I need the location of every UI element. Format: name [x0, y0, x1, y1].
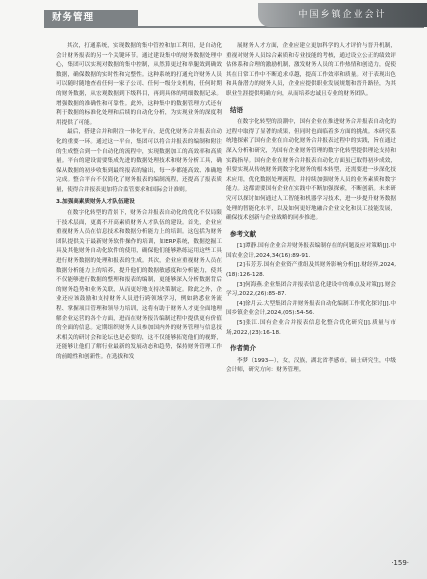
reference-item: [3]何海燕.企业集团合并报表信息化建设中的难点及对策[J].财会学习,2022,(26):85-87.: [226, 281, 396, 298]
conclusion-heading: 结语: [230, 105, 243, 114]
author-heading: 作者简介: [230, 344, 256, 353]
page-number: ·159·: [391, 559, 409, 567]
right-column: [226, 42, 396, 376]
paragraph: 在数字化转型的浪潮中，国有企业在推进财务合并报表自动化的过程中取得了显著的成果，但同时也面临着多方面的挑战。本研究系统地探索了国有企业在自动化财务合并报表过程中的实践，旨在通过深入分析和研究，为国有企业财务管理的数字化转型提供理论支持和实践指导。国有企业在财务合并报表自动化方面虽已取得初步成效，但要实现从传统财务到数字化财务的根本转型，还需要进一步深化技术应用，优化数据处理流程，并持续加强财务人员的业务素质和数字能力。这都需要国有企业在实践中不断加强探索，不断创新。未来研究可以探讨如何通过人工智能和机器学习技术，进一步提升财务数据处理的智能化水平，以及如何更好地融合企业文化和员工技能发展，确保技术创新与企业战略的同步推进。: [226, 119, 396, 222]
author-bio: 李梦（1993—），女，汉族，湖北省孝感市，硕士研究生，中级会计师，研究方向：财务管理。: [226, 357, 396, 374]
paragraph: 最后，搭建合并和附注一体化平台，是优化财务合并报表自动化的重要一环。通过这一平台，集团可以将合并报表的编制和附注的生成整合到一个自动化的流程中，实现数据加工的高效率和高质量。平台的建设需要集成先进的数据处理技术和财务分析工具，确保从数据的初步收集到最终报表的输出，每一步都能高效、准确地完成。整合平台不仅简化了财务报表的编制流程，还提高了报表质量，使得合并报表更加符合监管要求和国际会计准则。: [56, 129, 222, 193]
paragraph: 展财务人才方面，企业应建立更加科学的人才评价与晋升机制，重视对财务人员综合素质和专业技能的考核，通过设立公正的绩效评估体系和合理的激励机制，激发财务人员的工作热情和创造力，促使其在日常工作中不断追求卓越，提高工作效率和质量。对于表现出色和具备潜力的财务人员，企业应提供职业发展规划和晋升路径，为其职业生涯提供明确方向，从而培养忠诚且专业的财务团队。: [226, 43, 396, 97]
journal-banner: 中国乡镇企业会计: [258, 3, 427, 27]
paragraph: 在数字化转型的背景下，财务合并报表自动化的优化不仅局限于技术层面，更离不开高素质财务人才队伍的建设。首先，企业应重视财务人员在信息技术和数据分析能力上的培训。这包括为财务团队提供关于最新财务软件操作的培训，如ERP系统，数据挖掘工具及其他财务自动化软件的使用，确保他们能够熟练运用这些工具进行财务数据的处理和报表的生成。其次，企业应重视财务人员在数据分析能力上的培养，提升他们的数据敏感度和分析能力，使其不仅能够进行数据的整理和报表的编制，更能够深入分析数据背后的财务趋势和业务关联，从而更好地支持决策制定。除此之外，企业还应该鼓励和支持财务人员进行跨领域学习，例如熟悉业务流程、掌握项目管理和领导力培训，这将有助于财务人才更全面地理解企业运营的各个方面，进而在财务报告编制过程中提供更有价值的全面的信息。定期组织财务人员参加国内外的财务管理与信息技术相关的研讨会和论坛也是必要的，这不仅能够拓宽他们的视野，还能够让他们了解行业最新的发展动态和趋势，保持财务管理工作的前瞻性和创新性。在选拔和发: [56, 210, 222, 360]
reference-item: [5]张江.国有企业合并报表信息化整合优化研究[J].质量与市场,2022,(23):16-18.: [226, 320, 396, 336]
left-column: [56, 42, 222, 363]
reference-item: [1]谭静.国有企业合并财务报表编制存在的问题及应对策略[J].中国农业会计,2024,34(16):89-91.: [226, 243, 396, 259]
paragraph: 其次，打通系统，实现数据的集中管控和加工利用，是自动化会计财务报表的另一个关键环节。通过建设集中的财务数据处理中心，集团可以实现对数据的集中控制，从然算更过和举腿效到确效数据，确保数据的实时性和完整性。这种系统的打通允许财务人员可以随时随地查看任何一家子公司、任何一级分支机构，任何时期的财务数据，从宏观数据到下级科目，再到具体的明细数据记录。增强数据的准确性和可靠性。此外，这种集中的数据管理方式还有利于数据的标准化处理和后续的自动化分析，为实现业务的深度利用提供了可能。: [56, 43, 222, 126]
page-header: [0, 0, 427, 38]
subsection-heading: 3.加强高素质财务人才队伍建设: [56, 198, 135, 205]
reference-item: [4]徐月云.大型集团合并财务报表自动化编制工作优化探讨[J].中国乡镇企业会计,2024,(05):54-56.: [226, 300, 396, 317]
references-heading: 参考文献: [230, 229, 256, 238]
background-decorative-photo: [0, 400, 427, 579]
reference-item: [2]韦芳芳.国有企业资产重组及其财务影响分析[J].财经界,2024,(18):126-128.: [226, 262, 396, 279]
section-tab: 财务管理: [44, 10, 138, 26]
